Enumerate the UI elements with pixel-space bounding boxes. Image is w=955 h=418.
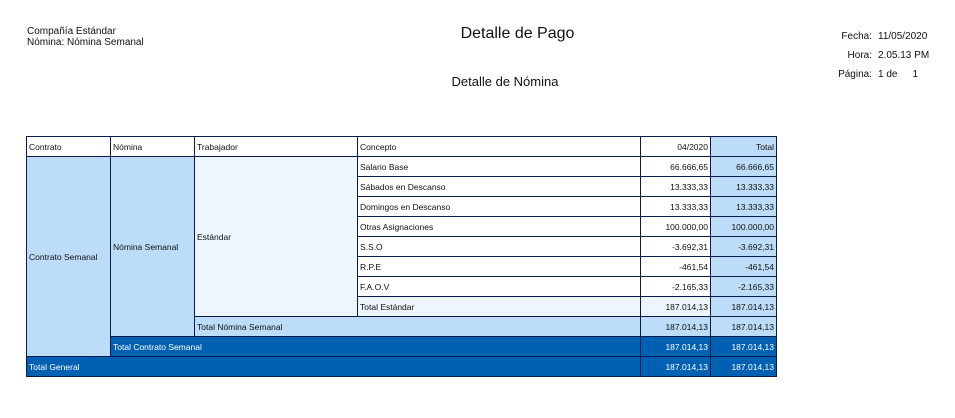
total-value-cell: 100.000,00	[711, 217, 777, 237]
grand-total-row	[27, 357, 777, 377]
worker-total-period: 187.014,13	[641, 297, 711, 317]
period-value-cell: 13.333,33	[641, 177, 711, 197]
report-subtitle: Detalle de Nómina	[451, 74, 559, 89]
column-header-total: Total	[711, 137, 777, 157]
time-value: 2.05.13 PM	[878, 50, 930, 61]
payroll-cell: Nómina Semanal	[111, 157, 195, 337]
report-meta	[800, 31, 929, 88]
concept-cell: S.S.O	[358, 237, 641, 257]
page-total: 1	[912, 69, 919, 80]
column-header-worker: Trabajador	[195, 137, 358, 157]
period-value-cell: -3.692,31	[641, 237, 711, 257]
contract-total-label: Total Contrato Semanal	[111, 337, 641, 357]
time-label: Hora:	[847, 50, 872, 61]
concept-cell: Otras Asignaciones	[358, 217, 641, 237]
page-value: 1 de	[878, 69, 898, 80]
concept-cell: R.P.E	[358, 257, 641, 277]
period-value-cell: 66.666,65	[641, 157, 711, 177]
total-value-cell: -2.165,33	[711, 277, 777, 297]
worker-cell: Estándar	[195, 157, 358, 317]
payroll-total-value: 187.014,13	[711, 317, 777, 337]
concept-cell: Domingos en Descanso	[358, 197, 641, 217]
column-header-contract: Contrato	[27, 137, 111, 157]
date-row	[800, 31, 929, 50]
total-value-cell: 66.666,65	[711, 157, 777, 177]
grand-total-value: 187.014,13	[711, 357, 777, 377]
column-header-period: 04/2020	[641, 137, 711, 157]
payroll-name: Nómina: Nómina Semanal	[27, 37, 144, 48]
date-label: Fecha:	[841, 31, 872, 42]
payroll-total-label: Total Nómina Semanal	[195, 317, 641, 337]
table-header-row	[27, 137, 777, 157]
time-row	[800, 50, 929, 69]
concept-cell: Salario Base	[358, 157, 641, 177]
report-title: Detalle de Pago	[460, 25, 575, 42]
total-value-cell: 13.333,33	[711, 197, 777, 217]
date-value: 11/05/2020	[878, 31, 928, 42]
payment-detail-table	[26, 136, 777, 377]
total-value-cell: -461,54	[711, 257, 777, 277]
period-value-cell: 100.000,00	[641, 217, 711, 237]
contract-cell: Contrato Semanal	[27, 157, 111, 357]
total-value-cell: -3.692,31	[711, 237, 777, 257]
column-header-concept: Concepto	[358, 137, 641, 157]
total-value-cell: 13.333,33	[711, 177, 777, 197]
company-name: Compañía Estándar	[27, 26, 116, 37]
grand-total-label: Total General	[27, 357, 641, 377]
table-row	[27, 157, 777, 177]
period-value-cell: -2.165,33	[641, 277, 711, 297]
concept-cell: Sábados en Descanso	[358, 177, 641, 197]
period-value-cell: 13.333,33	[641, 197, 711, 217]
page-label: Página:	[838, 69, 872, 80]
worker-total-value: 187.014,13	[711, 297, 777, 317]
grand-total-period: 187.014,13	[641, 357, 711, 377]
period-value-cell: -461,54	[641, 257, 711, 277]
contract-total-period: 187.014,13	[641, 337, 711, 357]
page-row	[800, 69, 929, 88]
contract-total-row	[27, 337, 777, 357]
worker-total-label: Total Estándar	[358, 297, 641, 317]
column-header-payroll: Nómina	[111, 137, 195, 157]
contract-total-value: 187.014,13	[711, 337, 777, 357]
concept-cell: F.A.O.V	[358, 277, 641, 297]
payroll-total-period: 187.014,13	[641, 317, 711, 337]
